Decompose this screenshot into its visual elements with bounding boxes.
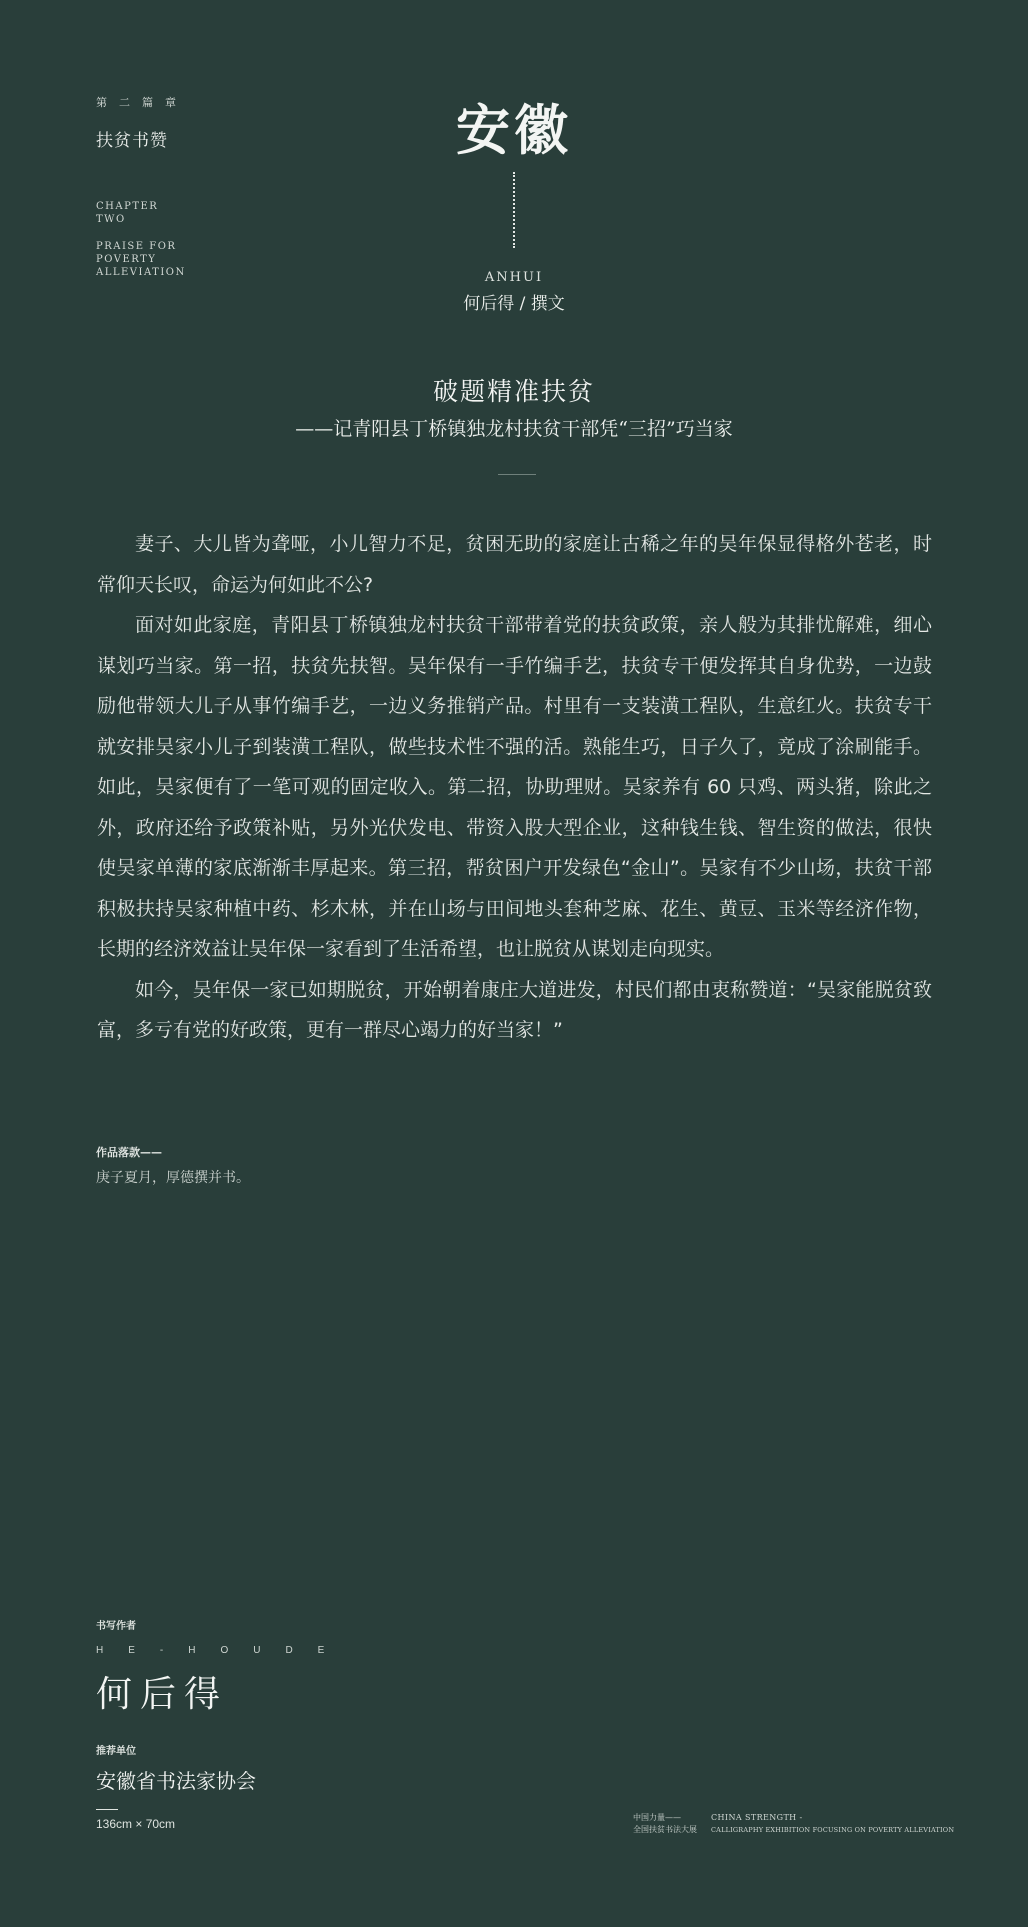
chapter-title-en-line3: ALLEVIATION: [96, 267, 186, 278]
title-divider: [498, 474, 536, 475]
brand-en-line1: CHINA STRENGTH -: [711, 1813, 803, 1822]
brand-cn-line1: 中国力量——: [633, 1813, 681, 1822]
chapter-title-cn: 扶贫书赞: [96, 131, 168, 151]
artwork-dimensions: 136cm × 70cm: [96, 1817, 176, 1831]
writer-name: 何后得: [96, 1674, 229, 1715]
colophon-text: 庚子夏月，厚德撰并书。: [96, 1170, 250, 1186]
brand-en-line2: CALLIGRAPHY EXHIBITION FOCUSING ON POVERTY ALLEVIATION: [711, 1826, 955, 1834]
article-paragraph: 如今，吴年保一家已如期脱贫，开始朝着康庄大道进发，村民们都由衷称赞道：“吴家能脱贫致富，多亏有党的好政策，更有一群尽心竭力的好当家！”: [97, 978, 932, 1041]
organization-label: 推荐单位: [96, 1746, 136, 1757]
author-credit: 何后得 / 撰文: [463, 294, 565, 314]
page-title-en: ANHUI: [484, 270, 544, 285]
chapter-title-en-line1: PRAISE FOR: [96, 241, 177, 252]
brand-cn-line2: 全国扶贫书法大展: [633, 1825, 697, 1834]
article-body: [97, 524, 932, 1051]
article-paragraph: 面对如此家庭，青阳县丁桥镇独龙村扶贫干部带着党的扶贫政策，亲人般为其排忧解难，细心谋划巧当家。第一招，扶贫先扶智。吴年保有一手竹编手艺，扶贫专干便发挥其自身优势，一边鼓励他带领大儿子从事竹编手艺，一边义务推销产品。村里有一支装潢工程队，生意红火。扶贫专干就安排吴家小儿子到装潢工程队，做些技术性不强的活。熟能生巧，日子久了，竟成了涂刷能手。如此，吴家便有了一笔可观的固定收入。第二招，协助理财。吴家养有 60 只鸡、两头猪，除此之外，政府还给予政策补贴，另外光伏发电、带资入股大型企业，这种钱生钱、智生资的做法，很快使吴家单薄的家底渐渐丰厚起来。第三招，帮贫困户开发绿色“金山”。吴家有不少山场，扶贫干部积极扶持吴家种植中药、杉木林，并在山场与田间地头套种芝麻、花生、黄豆、玉米等经济作物，长期的经济效益让吴年保一家看到了生活希望，也让脱贫从谋划走向现实。: [97, 614, 932, 960]
chapter-number-en: [96, 200, 206, 226]
brand-logo-en: [711, 1812, 971, 1836]
page-title: 安徽: [456, 98, 572, 162]
chapter-number-en-line2: TWO: [96, 214, 126, 225]
chapter-title-en-line2: POVERTY: [96, 254, 157, 265]
writer-label: 书写作者: [96, 1621, 136, 1632]
article-paragraph: 妻子、大儿皆为聋哑，小儿智力不足，贫困无助的家庭让古稀之年的吴年保显得格外苍老，时常仰天长叹，命运为何如此不公?: [97, 533, 932, 596]
chapter-number-en-line1: CHAPTER: [96, 201, 159, 212]
dimensions-divider: [96, 1809, 118, 1810]
article-title: 破题精准扶贫: [432, 377, 595, 406]
chapter-number-cn: 第二篇章: [96, 96, 188, 109]
dotted-divider: [513, 172, 515, 248]
writer-pinyin: HE-HOUDE: [96, 1645, 350, 1656]
colophon-label: 作品落款——: [96, 1146, 162, 1159]
article-subtitle: ——记青阳县丁桥镇独龙村扶贫干部凭“三招”巧当家: [295, 418, 733, 440]
brand-logo-cn: [633, 1812, 699, 1836]
organization-name: 安徽省书法家协会: [96, 1769, 256, 1793]
